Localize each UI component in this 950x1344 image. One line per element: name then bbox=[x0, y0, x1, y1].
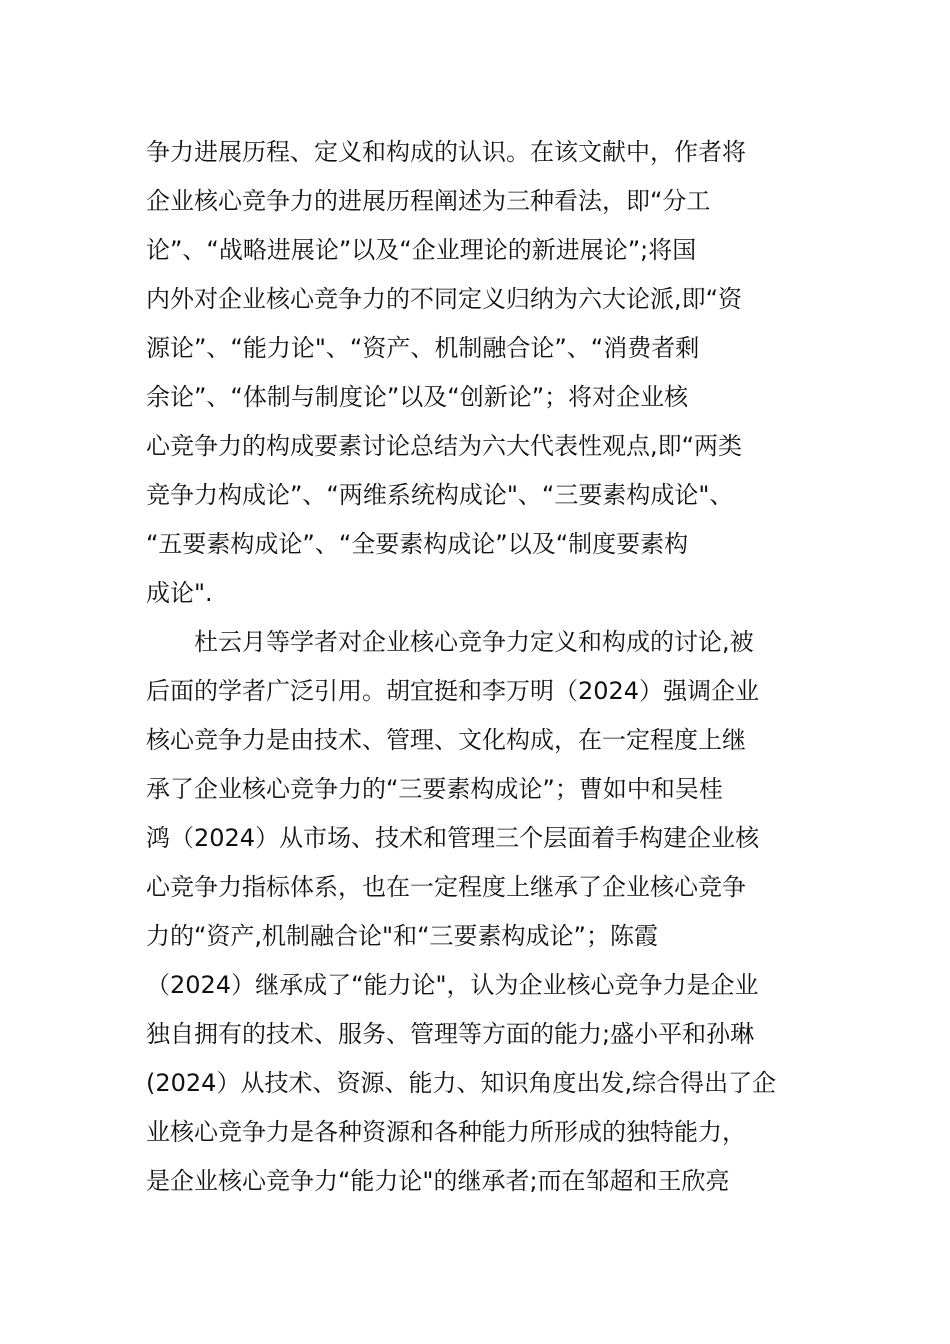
text-line: 力的“资产,机制融合论"和“三要素构成论”；陈霞 bbox=[146, 922, 658, 950]
text-line: (2024）从技术、资源、能力、知识角度出发,综合得出了企 bbox=[146, 1069, 777, 1097]
text-line: 核心竞争力是由技术、管理、文化构成，在一定程度上继 bbox=[146, 726, 746, 754]
text-line: 鸿（2024）从市场、技术和管理三个层面着手构建企业核 bbox=[146, 824, 760, 852]
text-line: 成论". bbox=[146, 579, 213, 607]
text-line: 是企业核心竞争力“能力论"的继承者;而在邹超和王欣亮 bbox=[146, 1167, 730, 1195]
paragraph-start-line: 杜云月等学者对企业核心竞争力定义和构成的讨论,被 bbox=[194, 628, 754, 656]
text-line: 余论”、“体制与制度论”以及“创新论”；将对企业核 bbox=[146, 383, 689, 411]
text-line: 后面的学者广泛引用。胡宜挺和李万明（2024）强调企业 bbox=[146, 677, 760, 705]
text-line: 承了企业核心竞争力的“三要素构成论”；曹如中和吴桂 bbox=[146, 775, 723, 803]
text-line: 企业核心竞争力的进展历程阐述为三种看法，即“分工 bbox=[146, 187, 711, 215]
text-line: （2024）继承成了“能力论"，认为企业核心竞争力是企业 bbox=[146, 971, 759, 999]
text-line: 竞争力构成论”、“两维系统构成论"、“三要素构成论"、 bbox=[146, 481, 734, 509]
text-line: 内外对企业核心竞争力的不同定义归纳为六大论派,即“资 bbox=[146, 285, 743, 313]
text-line: 独自拥有的技术、服务、管理等方面的能力;盛小平和孙琳 bbox=[146, 1020, 755, 1048]
text-line: 论”、“战略进展论”以及“企业理论的新进展论”;将国 bbox=[146, 236, 697, 264]
text-line: 源论”、“能力论"、“资产、机制融合论”、“消费者剩 bbox=[146, 334, 700, 362]
text-line: “五要素构成论”、“全要素构成论”以及“制度要素构 bbox=[146, 530, 689, 558]
text-line: 争力进展历程、定义和构成的认识。在该文献中，作者将 bbox=[146, 138, 746, 166]
text-line: 业核心竞争力是各种资源和各种能力所形成的独特能力， bbox=[146, 1118, 746, 1146]
document-body-text bbox=[146, 128, 806, 1206]
text-line: 心竞争力指标体系，也在一定程度上继承了企业核心竞争 bbox=[146, 873, 746, 901]
text-line: 心竞争力的构成要素讨论总结为六大代表性观点,即“两类 bbox=[146, 432, 743, 460]
